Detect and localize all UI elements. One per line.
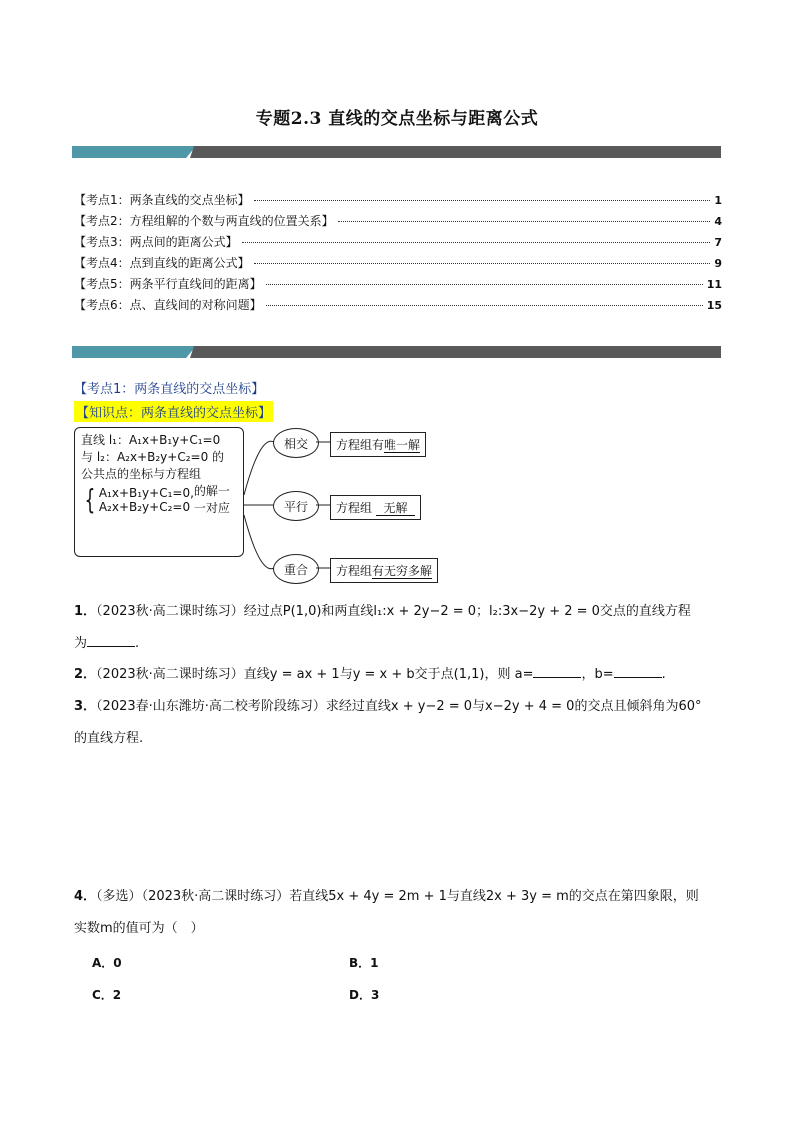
- coincide-result: 方程组有无穷多解: [330, 558, 438, 583]
- question-3: 3．（2023春·山东潍坊·高二校考阶段练习）求经过直线x + y−2 = 0与x−2y + 4 = 0的交点且倾斜角为60° 的直线方程.: [74, 699, 702, 746]
- option-b[interactable]: B．1: [349, 956, 379, 970]
- coincide-node: 重合: [273, 554, 319, 584]
- question-2: 2．（2023秋·高二课时练习）直线y = ax + 1与y = x + b交于点(1,1)，则 a= ，b= .: [74, 667, 666, 682]
- toc-item[interactable]: 【考点3：两点间的距离公式】 7: [74, 235, 722, 249]
- intersect-result: 方程组有唯一解: [330, 432, 426, 457]
- toc-item[interactable]: 【考点6：点、直线间的对称问题】 15: [74, 298, 722, 312]
- option-a[interactable]: A．0: [92, 956, 122, 970]
- header-band: [72, 146, 721, 158]
- toc-item[interactable]: 【考点1：两条直线的交点坐标】 1: [74, 193, 722, 207]
- answer-blank[interactable]: [614, 665, 662, 678]
- parallel-result: 方程组 无解: [330, 495, 421, 520]
- option-c[interactable]: C．2: [92, 988, 122, 1002]
- table-of-contents: [74, 191, 722, 317]
- intersect-node: 相交: [273, 428, 319, 458]
- section-heading: 【考点1：两条直线的交点坐标】: [74, 382, 265, 397]
- knowledge-heading: 【知识点：两条直线的交点坐标】: [74, 401, 273, 422]
- answer-blank[interactable]: [533, 665, 581, 678]
- section-band: [72, 346, 721, 358]
- toc-item[interactable]: 【考点2：方程组解的个数与两直线的位置关系】 4: [74, 214, 722, 228]
- question-1: 1．（2023秋·高二课时练习）经过点P(1,0)和两直线l₁:x + 2y−2 = 0；l₂:3x−2y + 2 = 0交点的直线方程 为 .: [74, 604, 691, 651]
- answer-blank[interactable]: [87, 634, 135, 647]
- parallel-node: 平行: [273, 491, 319, 521]
- question-4: 4．（多选）（2023秋·高二课时练习）若直线5x + 4y = 2m + 1与直线2x + 3y = m的交点在第四象限，则 实数m的值可为（ ）: [74, 889, 699, 936]
- option-d[interactable]: D．3: [349, 988, 380, 1002]
- diagram-left-box: 直线 l₁：A₁x+B₁y+C₁=0 与 l₂：A₂x+B₂y+C₂=0 的 公共点的坐标与方程组 { A₁x+B₁y+C₁=0, A₂x+B₂y+C₂=0 的解一一对应: [74, 427, 244, 557]
- page-title: 专题2.3 直线的交点坐标与距离公式: [255, 109, 539, 129]
- toc-item[interactable]: 【考点4：点到直线的距离公式】 9: [74, 256, 722, 270]
- toc-item[interactable]: 【考点5：两条平行直线间的距离】 11: [74, 277, 722, 291]
